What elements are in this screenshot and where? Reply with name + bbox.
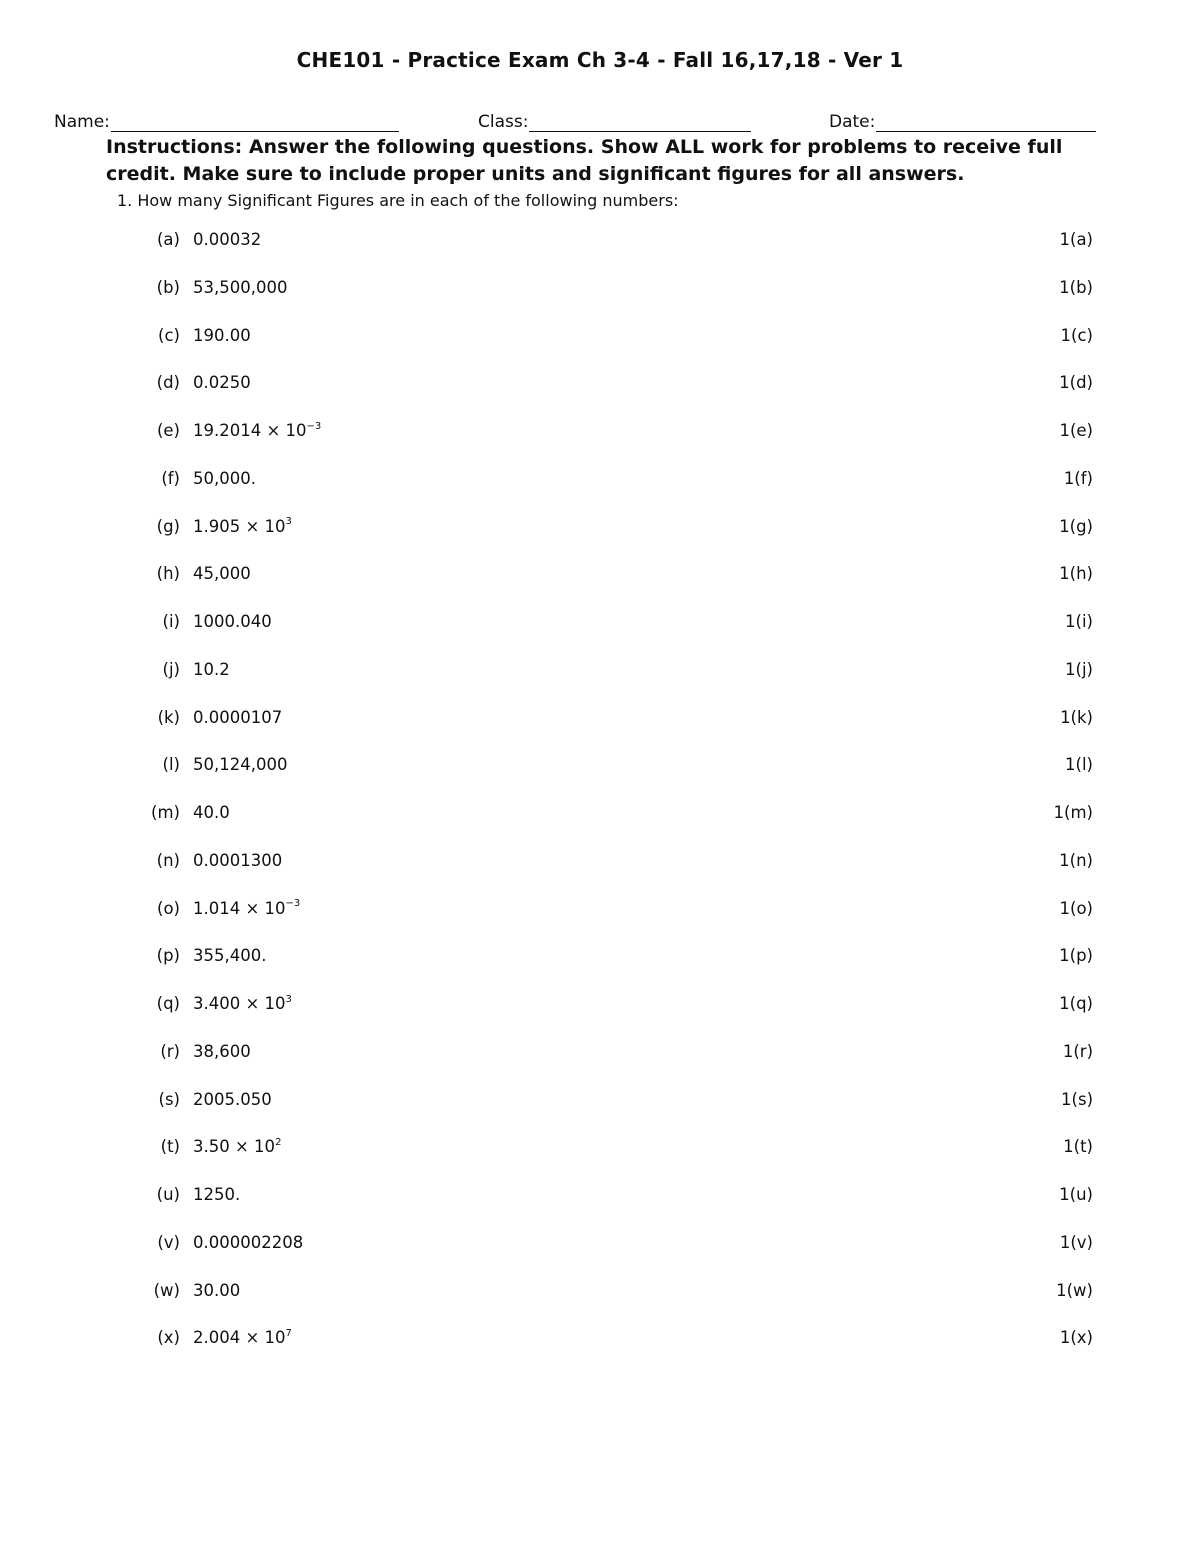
item-answer-tag: 1(l) bbox=[1065, 755, 1093, 775]
item-label: (a) bbox=[157, 230, 180, 249]
item-value bbox=[193, 517, 292, 536]
list-item bbox=[0, 278, 1200, 302]
item-answer-tag: 1(i) bbox=[1065, 612, 1093, 631]
item-value bbox=[193, 326, 251, 345]
item-value-text: 30.00 bbox=[193, 1280, 241, 1300]
item-answer-tag: 1(w) bbox=[1056, 1280, 1093, 1300]
item-answer-tag: 1(r) bbox=[1062, 1041, 1093, 1061]
item-answer-tag: 1(p) bbox=[1059, 946, 1093, 966]
item-answer-tag: 1(j) bbox=[1065, 659, 1093, 679]
item-label: (q) bbox=[156, 994, 180, 1013]
item-value-text: 355,400. bbox=[193, 946, 267, 966]
item-exponent: −3 bbox=[285, 898, 301, 909]
item-label: (u) bbox=[156, 1185, 180, 1204]
item-value bbox=[193, 612, 272, 631]
item-value-text: 50,124,000 bbox=[193, 755, 288, 775]
list-item bbox=[0, 1042, 1200, 1066]
class-label: Class: bbox=[478, 112, 529, 132]
item-value-text: 40.0 bbox=[193, 803, 230, 822]
class-blank-line[interactable] bbox=[529, 113, 751, 132]
item-exponent: 2 bbox=[275, 1136, 282, 1148]
item-answer-tag: 1(e) bbox=[1059, 421, 1093, 440]
item-label: (e) bbox=[156, 421, 180, 440]
item-value-text: 38,600 bbox=[193, 1041, 251, 1061]
item-answer-tag: 1(m) bbox=[1053, 803, 1093, 822]
item-value-text: 1000.040 bbox=[193, 612, 272, 631]
item-label: (l) bbox=[162, 755, 180, 775]
item-answer-tag: 1(x) bbox=[1059, 1328, 1093, 1348]
item-value-text: 50,000. bbox=[193, 468, 256, 488]
item-value bbox=[193, 994, 292, 1013]
item-value-text: 0.0001300 bbox=[193, 850, 283, 870]
list-item bbox=[0, 708, 1200, 732]
item-answer-tag: 1(k) bbox=[1060, 707, 1093, 727]
name-label: Name: bbox=[54, 112, 110, 132]
item-value bbox=[193, 660, 230, 679]
item-value bbox=[193, 230, 261, 249]
item-answer-tag: 1(q) bbox=[1059, 994, 1093, 1013]
item-value-text: 19.2014 × 10 bbox=[193, 421, 307, 440]
item-value-text: 53,500,000 bbox=[193, 277, 288, 297]
item-label: (b) bbox=[156, 277, 180, 297]
name-field[interactable] bbox=[54, 112, 399, 132]
date-blank-line[interactable] bbox=[876, 113, 1096, 132]
item-value bbox=[193, 708, 282, 727]
item-answer-tag: 1(t) bbox=[1063, 1137, 1093, 1157]
item-value-text: 45,000 bbox=[193, 564, 251, 584]
item-label: (c) bbox=[158, 325, 180, 345]
item-value bbox=[193, 755, 287, 774]
item-value-text: 0.0250 bbox=[193, 373, 251, 393]
item-label: (d) bbox=[156, 373, 180, 393]
list-item bbox=[0, 1137, 1200, 1161]
item-answer-tag: 1(s) bbox=[1061, 1089, 1093, 1109]
list-item bbox=[0, 564, 1200, 588]
item-value bbox=[193, 469, 256, 488]
list-item bbox=[0, 1281, 1200, 1305]
item-value bbox=[193, 1233, 303, 1252]
item-value bbox=[193, 803, 230, 822]
page-title: CHE101 - Practice Exam Ch 3-4 - Fall 16,17,18 - Ver 1 bbox=[296, 48, 904, 72]
item-value bbox=[193, 278, 287, 297]
list-item bbox=[0, 755, 1200, 779]
name-blank-line[interactable] bbox=[111, 113, 399, 132]
item-exponent: 3 bbox=[285, 516, 292, 527]
item-value-text: 10.2 bbox=[193, 659, 230, 679]
item-answer-tag: 1(c) bbox=[1060, 325, 1093, 345]
item-value-text: 1250. bbox=[193, 1185, 241, 1204]
item-value bbox=[193, 946, 266, 965]
list-item bbox=[0, 373, 1200, 397]
list-item bbox=[0, 851, 1200, 875]
list-item bbox=[0, 994, 1200, 1018]
item-label: (n) bbox=[156, 850, 180, 870]
instructions-text: Instructions: Answer the following questions. Show ALL work for problems to receive full credit. Make sure to include proper units and significant figures for all answers. bbox=[106, 136, 1063, 185]
item-value-text: 2.004 × 10 bbox=[193, 1328, 286, 1348]
item-label: (j) bbox=[162, 659, 180, 679]
list-item bbox=[0, 612, 1200, 636]
list-item bbox=[0, 803, 1200, 827]
item-label: (f) bbox=[161, 468, 180, 488]
item-value bbox=[193, 373, 251, 392]
item-answer-tag: 1(v) bbox=[1059, 1232, 1093, 1252]
item-value-text: 0.000002208 bbox=[193, 1232, 304, 1252]
item-label: (t) bbox=[160, 1137, 180, 1157]
list-item bbox=[0, 1328, 1200, 1352]
item-exponent: −3 bbox=[306, 420, 322, 432]
item-answer-tag: 1(h) bbox=[1059, 564, 1093, 584]
item-exponent: 3 bbox=[285, 993, 292, 1005]
list-item bbox=[0, 469, 1200, 493]
item-answer-tag: 1(b) bbox=[1059, 277, 1093, 297]
class-field[interactable] bbox=[478, 112, 751, 132]
item-answer-tag: 1(d) bbox=[1059, 373, 1093, 393]
item-value bbox=[193, 1185, 240, 1204]
item-value bbox=[193, 1328, 292, 1347]
list-item bbox=[0, 660, 1200, 684]
item-answer-tag: 1(o) bbox=[1059, 898, 1093, 918]
item-label: (r) bbox=[160, 1041, 180, 1061]
question-1-prompt: 1. How many Significant Figures are in each of the following numbers: bbox=[117, 191, 679, 210]
item-label: (x) bbox=[157, 1328, 180, 1348]
item-label: (k) bbox=[157, 707, 180, 727]
item-answer-tag: 1(n) bbox=[1059, 850, 1093, 870]
item-value-text: 1.905 × 10 bbox=[193, 516, 286, 536]
item-value-text: 1.014 × 10 bbox=[193, 898, 286, 918]
list-item bbox=[0, 899, 1200, 923]
item-label: (m) bbox=[151, 803, 180, 822]
item-label: (p) bbox=[156, 946, 180, 966]
item-value bbox=[193, 421, 321, 440]
item-answer-tag: 1(a) bbox=[1059, 230, 1093, 249]
list-item bbox=[0, 230, 1200, 254]
item-exponent: 7 bbox=[285, 1327, 292, 1339]
item-label: (v) bbox=[157, 1232, 180, 1252]
item-label: (i) bbox=[162, 612, 180, 631]
item-value bbox=[193, 1042, 251, 1061]
item-label: (o) bbox=[157, 898, 180, 918]
item-value bbox=[193, 899, 300, 918]
item-answer-tag: 1(g) bbox=[1059, 516, 1093, 536]
item-value bbox=[193, 851, 282, 870]
list-item bbox=[0, 326, 1200, 350]
item-value-text: 3.50 × 10 bbox=[193, 1137, 276, 1157]
item-answer-tag: 1(u) bbox=[1059, 1185, 1093, 1204]
list-item bbox=[0, 1185, 1200, 1209]
item-value bbox=[193, 1137, 281, 1156]
item-value-text: 3.400 × 10 bbox=[193, 994, 286, 1013]
item-label: (s) bbox=[158, 1089, 180, 1109]
item-label: (w) bbox=[153, 1280, 180, 1300]
item-value bbox=[193, 1090, 272, 1109]
list-item bbox=[0, 946, 1200, 970]
item-answer-tag: 1(f) bbox=[1063, 468, 1093, 488]
list-item bbox=[0, 421, 1200, 445]
item-value bbox=[193, 1281, 240, 1300]
date-field[interactable] bbox=[829, 112, 1096, 132]
date-label: Date: bbox=[829, 112, 876, 132]
item-value-text: 2005.050 bbox=[193, 1089, 272, 1109]
item-value bbox=[193, 564, 251, 583]
list-item bbox=[0, 517, 1200, 541]
list-item bbox=[0, 1090, 1200, 1114]
item-value-text: 0.00032 bbox=[193, 230, 262, 249]
item-value-text: 0.0000107 bbox=[193, 707, 283, 727]
item-label: (h) bbox=[156, 564, 180, 584]
list-item bbox=[0, 1233, 1200, 1257]
item-label: (g) bbox=[156, 516, 180, 536]
item-value-text: 190.00 bbox=[193, 325, 251, 345]
